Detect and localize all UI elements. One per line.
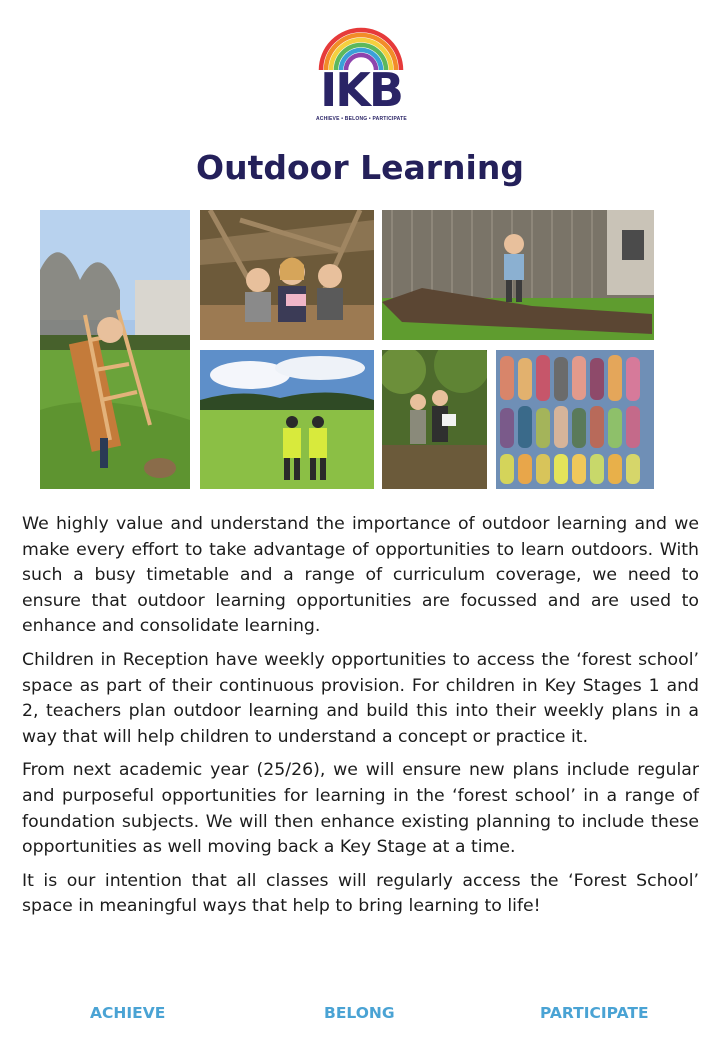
photo-child-with-ladder [40,210,190,489]
paragraph-reception: Children in Reception have weekly opportunities to access the ‘forest school’ space as part of their continuous provision. For children in Key Stages 1 and 2, teachers plan outdoor learning and build this into their weekly plans in a way that will help children to understand a concept or practice it. [22,649,699,747]
photo-children-in-woodland [382,350,487,489]
school-logo [316,24,406,128]
logo-initials: IKB [320,63,402,117]
logo-tagline: ACHIEVE • BELONG • PARTICIPATE [316,116,407,122]
footer-belong: BELONG [324,1004,395,1022]
footer-achieve: ACHIEVE [90,1004,166,1022]
photo-children-reading-in-den [200,210,374,340]
paragraph-intro: We highly value and understand the importance of outdoor learning and we make every effort to take advantage of opportunities to learn outdoors. With such a busy timetable and a range of curriculum coverage, we need to ensure that outdoor learning opportunities are focussed and are used to enhance and consolidate learning. [22,514,699,637]
footer-participate: PARTICIPATE [540,1004,649,1022]
paragraph-next-year: From next academic year (25/26), we will ensure new plans include regular and purposeful opportunities for learning in the ‘forest school’ in a range of foundation subjects. We will then enhance existing planning to include these opportunities as well moving back a Key Stage at a time. [22,760,699,858]
body-text [22,512,699,928]
paragraph-intention: It is our intention that all classes will regularly access the ‘Forest School’ space in meaningful ways that help to bring learning to life! [22,870,699,917]
photo-wellington-boots-rack [496,350,654,489]
photo-child-climbing-log [382,210,654,340]
photo-children-in-field-hi-vis [200,350,374,489]
page-title: Outdoor Learning [196,148,524,187]
